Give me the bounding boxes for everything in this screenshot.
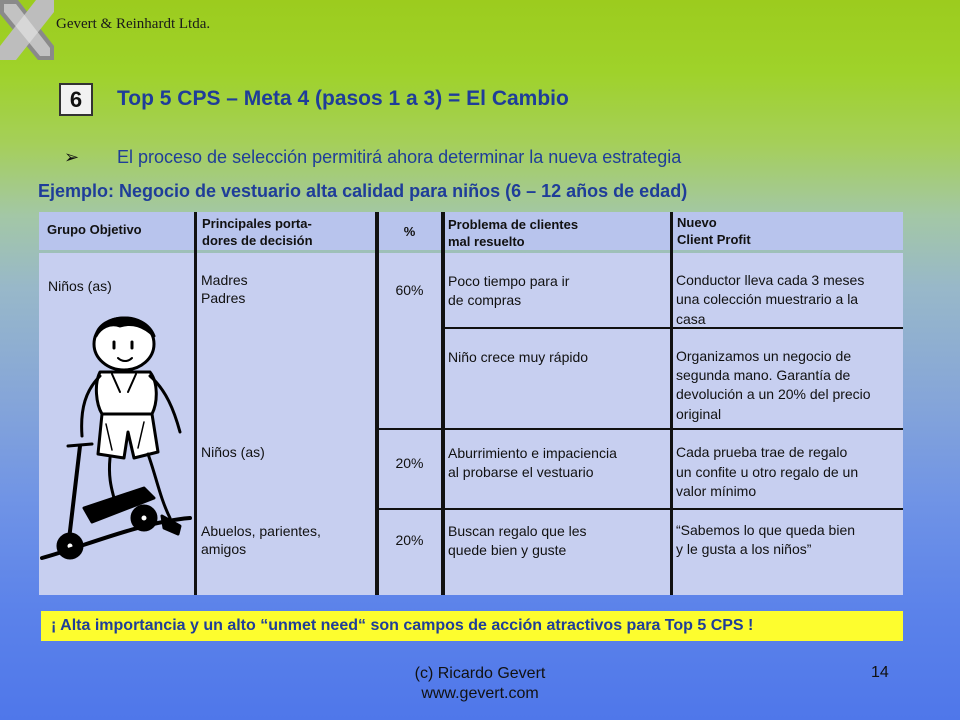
row-divider-2 xyxy=(378,428,903,430)
problema-1-line2: de compras xyxy=(448,292,522,308)
row-divider-3 xyxy=(378,508,903,510)
header-nuevo xyxy=(673,212,903,250)
example-heading: Ejemplo: Negocio de vestuario alta calidad para niños (6 – 12 años de edad) xyxy=(38,181,688,201)
header-grupo xyxy=(39,212,194,250)
company-name: Gevert & Reinhardt Ltda. xyxy=(56,16,211,32)
page-number: 14 xyxy=(871,664,889,681)
problema-3-line1: Aburrimiento e impaciencia xyxy=(448,445,617,461)
profit-2-line3: devolución a un 20% del precio xyxy=(676,386,871,402)
profit-1-line3: casa xyxy=(676,311,706,327)
header-problema-line2: mal resuelto xyxy=(448,234,525,249)
child-scooter-illustration xyxy=(40,312,200,568)
profit-2-line4: original xyxy=(676,406,722,422)
pct-row1: 60% xyxy=(395,282,424,298)
header-nuevo-line2: Client Profit xyxy=(677,232,751,247)
decisor-padres: Padres xyxy=(201,290,246,306)
profit-1-line1: Conductor lleva cada 3 meses xyxy=(676,272,865,288)
grupo-value: Niños (as) xyxy=(48,278,112,294)
footer-author: (c) Ricardo Gevert xyxy=(414,665,546,682)
col-divider-4 xyxy=(670,212,673,595)
decisor-abuelos-line1: Abuelos, parientes, xyxy=(201,523,321,539)
profit-4-line1: “Sabemos lo que queda bien xyxy=(676,522,856,538)
profit-2-line2: segunda mano. Garantía de xyxy=(676,367,851,383)
header-principales xyxy=(197,212,375,250)
profit-1-line2: una colección muestrario a la xyxy=(676,291,859,307)
profit-3-line3: valor mínimo xyxy=(676,483,757,499)
slide-title: Top 5 CPS – Meta 4 (pasos 1 a 3) = El Cambio xyxy=(117,87,569,110)
header-problema-line1: Problema de clientes xyxy=(448,217,579,232)
company-logo xyxy=(0,0,54,60)
header-pct-label: % xyxy=(403,224,416,239)
col-divider-3 xyxy=(441,212,445,595)
profit-2-line1: Organizamos un negocio de xyxy=(676,348,852,364)
problema-4-line1: Buscan regalo que les xyxy=(448,523,587,539)
callout-banner: ¡ Alta importancia y un alto “unmet need“ son campos de acción atractivos para Top 5 CPS ! xyxy=(41,611,903,641)
header-principales-line2: dores de decisión xyxy=(202,233,313,248)
decisor-madres: Madres xyxy=(201,272,248,288)
header-pct xyxy=(378,212,441,250)
profit-3-line2: un confite u otro regalo de un xyxy=(676,464,859,480)
pct-row4: 20% xyxy=(395,532,424,548)
header-principales-line1: Principales porta- xyxy=(202,216,312,231)
row-divider-1 xyxy=(444,327,903,329)
problema-3-line2: al probarse el vestuario xyxy=(448,464,594,480)
decisor-abuelos-line2: amigos xyxy=(201,541,247,557)
problema-2-line1: Niño crece muy rápido xyxy=(448,349,589,365)
slide-number: 6 xyxy=(59,83,93,116)
arrow-bullet-icon: ➢ xyxy=(64,147,80,167)
problema-4-line2: quede bien y guste xyxy=(448,542,567,558)
header-grupo-label: Grupo Objetivo xyxy=(47,222,142,237)
bullet-text: El proceso de selección permitirá ahora determinar la nueva estrategia xyxy=(117,147,682,167)
profit-3-line1: Cada prueba trae de regalo xyxy=(676,444,848,460)
decisor-ninos: Niños (as) xyxy=(201,444,265,460)
pct-row3: 20% xyxy=(395,455,424,471)
problema-1-line1: Poco tiempo para ir xyxy=(448,273,570,289)
header-nuevo-line1: Nuevo xyxy=(677,215,717,230)
footer-credit xyxy=(380,664,580,704)
header-problema xyxy=(444,212,670,250)
footer-website: www.gevert.com xyxy=(421,685,539,702)
profit-4-line2: y le gusta a los niños” xyxy=(676,541,812,557)
